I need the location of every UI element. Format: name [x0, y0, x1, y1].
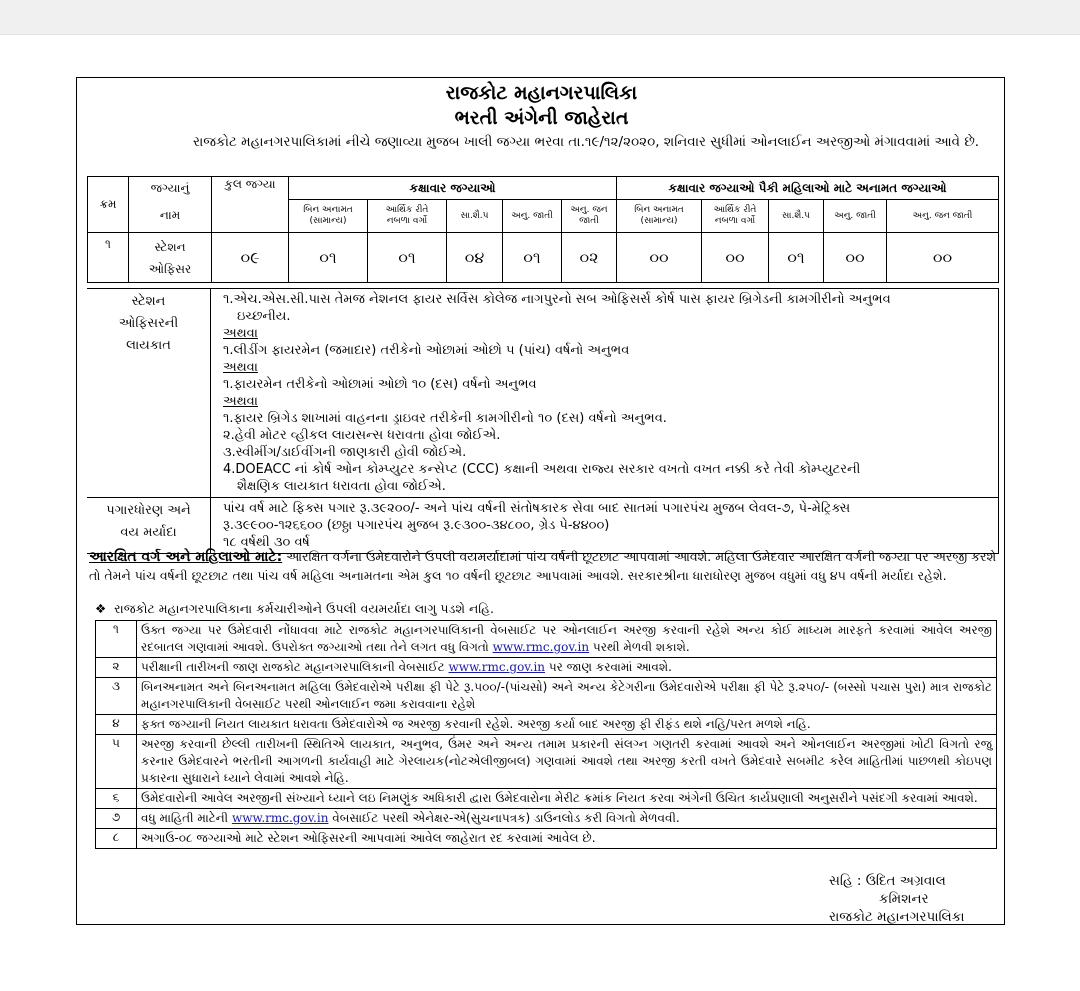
sub-header: આર્થિક રીતે નબળા વર્ગો	[702, 200, 769, 233]
recruitment-notice	[76, 77, 1005, 925]
col-sr: ક્રમ	[88, 177, 129, 233]
col-total: કુલ જગ્યા	[212, 177, 289, 200]
row-value: ૦૧	[289, 233, 368, 283]
row-number: ૮	[96, 829, 137, 849]
website-link[interactable]: www.rmc.gov.in	[231, 811, 329, 825]
row-sr: ૧	[88, 233, 129, 283]
instruction-text: ઉમેદવારોની આવેલ અરજીની સંખ્યાને ધ્યાને લઇ નિમણુંક અધિકારી દ્વારા ઉમેદવારોના મેરીટ ક્રમાંક નિયત કરવા અંગેની ઉચિત કાર્યપ્રણાલી અનુસરીને પસંદગી કરવામાં આવશે.	[137, 789, 997, 809]
vacancy-table	[87, 176, 999, 283]
row-number: ૫	[96, 735, 137, 789]
sub-header: બિન અનામત (સામાન્ય)	[289, 200, 368, 233]
sub-header: આર્થિક રીતે નબળા વર્ગો	[368, 200, 447, 233]
instruction-text: અરજી કરવાની છેલ્લી તારીખની સ્થિતિએ લાયકાત, અનુભવ, ઉંમર અને અન્ય તમામ પ્રકારની સંલગ્ન ગણતરી કરવામાં આવશે અને ઓનલાઈન અરજીમાં ખોટી વિગતો રજુ કરનાર ઉમેદવારને ભરતીની આગળની કાર્યવાહી માટે ગેરલાયક(નોટએલીજીબલ) ગણવામાં આવશે તથા અરજી કરતી વખતે ઉમેદવારે સબમીટ કરેલ માહિતીમાં પાછળથી કોઇપણ પ્રકારના સુધારાને ધ્યાને લેવામાં આવશે નેહિ.	[137, 735, 997, 789]
row-number: ૬	[96, 789, 137, 809]
table-row	[96, 809, 997, 829]
row-value: ૦૦	[702, 233, 769, 283]
pay-label: પગારધોરણ અને વય મર્યાદા	[87, 498, 211, 554]
row-value: ૦૨	[562, 233, 617, 283]
page-title: રાજકોટ મહાનગરપાલિકા	[445, 82, 638, 104]
table-row	[96, 735, 997, 789]
row-value: ૦૧	[769, 233, 824, 283]
row-number: ૩	[96, 678, 137, 715]
signature-block	[829, 872, 989, 926]
diamond-bullet-icon: ❖	[95, 601, 107, 616]
instruction-text: બિનઅનામત અને બિનઅનામત મહિલા ઉમેદવારોએ પરીક્ષા ફી પેટે રૂ.૫૦૦/-(પાંચસો) અને અન્ય કેટેગરીના ઉમેદવારોએ પરીક્ષા ફી પેટે રૂ.૨૫૦/- (બસ્સો પચાસ પુરા) માત્ર રાજકોટ મહાનગરપાલિકાની વેબસાઈટ પરથી ઓનલાઈન જમા કરાવવાના રહેશે	[137, 678, 997, 715]
table-row	[96, 829, 997, 849]
col-post-1: જગ્યાનું	[129, 177, 212, 200]
col-total-cont	[212, 200, 289, 233]
reservation-heading: આરક્ષિત વર્ગ અને મહિલાઓ માટે:	[89, 549, 283, 565]
website-link[interactable]: www.rmc.gov.in	[448, 660, 546, 674]
row-value: ૦૦	[887, 233, 999, 283]
instruction-text: પરીક્ષાની તારીખની જાણ રાજકોટ મહાનગરપાલિકાની વેબસાઈટ www.rmc.gov.in પર જાણ કરવામાં આવશે.	[137, 658, 997, 678]
browser-top-bar	[0, 0, 1080, 35]
intro-paragraph	[83, 132, 998, 152]
row-number: ૪	[96, 715, 137, 735]
row-value: ૦૧	[503, 233, 562, 283]
table-row	[96, 789, 997, 809]
col-post-2: નામ	[129, 200, 212, 233]
qualification-table	[87, 288, 999, 554]
qualification-label: સ્ટેશન ઓફિસરની લાયકાત	[87, 289, 211, 498]
table-row	[96, 621, 997, 658]
instruction-text: વધુ માહિતી માટેની www.rmc.gov.in વેબસાઈટ પરથી એનેક્ષર-એ(સુચનાપત્રક) ડાઉનલોડ કરી વિગતો મેળવવી.	[137, 809, 997, 829]
group-women: કક્ષાવાર જગ્યાઓ પૈકી મહિલાઓ માટે અનામત જગ્યાઓ	[617, 177, 999, 200]
pay-text: પાંચ વર્ષ માટે ફિક્સ પગાર રૂ.૩૯૨૦૦/- અને પાંચ વર્ષની સંતોષકારક સેવા બાદ સાતમાં પગારપંચ મુજબ લેવલ-૭, પે-મેટ્રિક્સ રૂ.૩૯૯૦૦-૧૨૬૬૦૦ (છઠ્ઠા પગારપંચ મુજબ રૂ.૯૩૦૦-૩૪૮૦૦, ગ્રેડ પે-૪૪૦૦) ૧૮ વર્ષથી ૩૦ વર્ષ	[211, 498, 999, 554]
table-row	[88, 233, 999, 283]
instruction-text: ઉક્ત જગ્યા પર ઉમેદવારી નોંધાવવા માટે રાજકોટ મહાનગરપાલિકાની વેબસાઈટ પર ઓનલાઈન અરજી કરવાની રહેશે અન્ય કોઈ માધ્યમ મારફતે કરવામાં આવેલ અરજી રદબાતલ ગણવામાં આવશે. ઉપરોક્ત જગ્યાઓ તથા તેને લગત વધુ વિગતો www.rmc.gov.in પરથી મેળવી શકાશે.	[137, 621, 997, 658]
sub-header: સા.શૈ.પ	[769, 200, 824, 233]
instruction-text: અગાઉ-૦૮ જગ્યાઓ માટે સ્ટેશન ઓફિસરની આપવામાં આવેલ જાહેરાત રદ કરવામાં આવેલ છે.	[137, 829, 997, 849]
row-number: ૨	[96, 658, 137, 678]
signature-org: રાજકોટ મહાનગરપાલિકા	[829, 909, 965, 925]
row-value: ૦૦	[617, 233, 702, 283]
sub-header: અનુ. જાતી	[503, 200, 562, 233]
sub-header: સા.શૈ.પ	[447, 200, 503, 233]
website-link[interactable]: www.rmc.gov.in	[492, 640, 590, 654]
group-category: કક્ષાવાર જગ્યાઓ	[289, 177, 617, 200]
sub-header: બિન અનામત (સામાન્ય)	[617, 200, 702, 233]
employee-note	[95, 601, 494, 617]
signature-designation: કમિશનર	[879, 891, 929, 907]
row-number: ૧	[96, 621, 137, 658]
instruction-text: ફક્ત જગ્યાની નિયત લાયકાત ધરાવતા ઉમેદવારોએ જ અરજી કરવાની રહેશે. અરજી કર્યા બાદ અરજી ફી રીફંડ થશે નહિ/પરત મળશે નહિ.	[137, 715, 997, 735]
table-row	[96, 658, 997, 678]
sub-header: અનુ. જન જાતી	[887, 200, 999, 233]
instructions-table	[95, 620, 997, 849]
row-value: ૦૧	[368, 233, 447, 283]
row-total: ૦૯	[212, 233, 289, 283]
page-subtitle: ભરતી અંગેની જાહેરાત	[454, 107, 629, 129]
reservation-note	[89, 548, 999, 584]
table-row	[96, 678, 997, 715]
row-post: સ્ટેશન ઓફિસર	[129, 233, 212, 283]
table-row	[96, 715, 997, 735]
sub-header: અનુ. જન જાતી	[562, 200, 617, 233]
sub-header: અનુ. જાતી	[824, 200, 887, 233]
row-number: ૭	[96, 809, 137, 829]
row-value: ૦૦	[824, 233, 887, 283]
intro-text: રાજકોટ મહાનગરપાલિકામાં નીચે જણાવ્યા મુજબ ખાલી જગ્યા ભરવા તા.૧૯/૧૨/૨૦૨૦, શનિવાર સુધીમાં ઓનલાઈન અરજીઓ મંગાવવામાં આવે છે.	[193, 134, 980, 150]
row-value: ૦૪	[447, 233, 503, 283]
employee-note-text: રાજકોટ મહાનગરપાલિકાના કર્મચારીઓને ઉપલી વયમર્યાદા લાગુ પડશે નહિ.	[114, 601, 494, 616]
signature-name: સહિ : ઉદિત અગ્રવાલ	[829, 873, 946, 889]
qualification-text: ૧.એચ.એસ.સી.પાસ તેમજ નેશનલ ફાયર સર્વિસ કોલેજ નાગપુરનો સબ ઓફિસર્સ કોર્ષ પાસ ફાયર બ્રિગેડની કામગીરીનો અનુભવ ઇચ્છનીય. અથવા ૧.લીડીંગ ફાયરમેન (જમાદાર) તરીકેનો ઓછામાં ઓછો ૫ (પાંચ) વર્ષનો અનુભવ અથવા ૧.ફાયરમેન તરીકેનો ઓછામાં ઓછો ૧૦ (દસ) વર્ષનો અનુભવ અથવા ૧.ફાયર બ્રિગેડ શાખામાં વાહનના ડ્રાઇવર તરીકેની કામગીરીનો ૧૦ (દસ) વર્ષનો અનુભવ. ૨.હેવી મોટર વ્હીકલ લાયસન્સ ધરાવતા હોવા જોઈએ. ૩.સ્વીમીંગ/ડાઈવીંગની જાણકારી હોવી જોઈએ. 4.DOEACC નાં કોર્ષ ઓન કોમ્પ્યુટર કન્સેપ્ટ (CCC) કક્ષાની અથવા રાજ્ય સરકાર વખતો વખત નક્કી કરે તેવી કોમ્પ્યુટરની શૈક્ષણિક લાયકાત ધરાવતા હોવા જોઈએ.	[211, 289, 999, 498]
reservation-text: આરક્ષિત વર્ગના ઉમેદવારોને ઉપલી વયમર્યાદામાં પાંચ વર્ષની છૂટછાટ આપવામાં આવશે. મહિલા ઉમેદવાર આરક્ષિત વર્ગની જગ્યા પર અરજી કરશે તો તેમને પાંચ વર્ષની છૂટછાટ તથા પાંચ વર્ષ મહિલા અનામતના એમ કુલ ૧૦ વર્ષની છૂટછાટ આપવામાં આવશે. સરકારશ્રીના ધારાધોરણ મુજબ વધુમાં વધુ ૪૫ વર્ષની મર્યાદા રહેશે.	[89, 549, 997, 583]
